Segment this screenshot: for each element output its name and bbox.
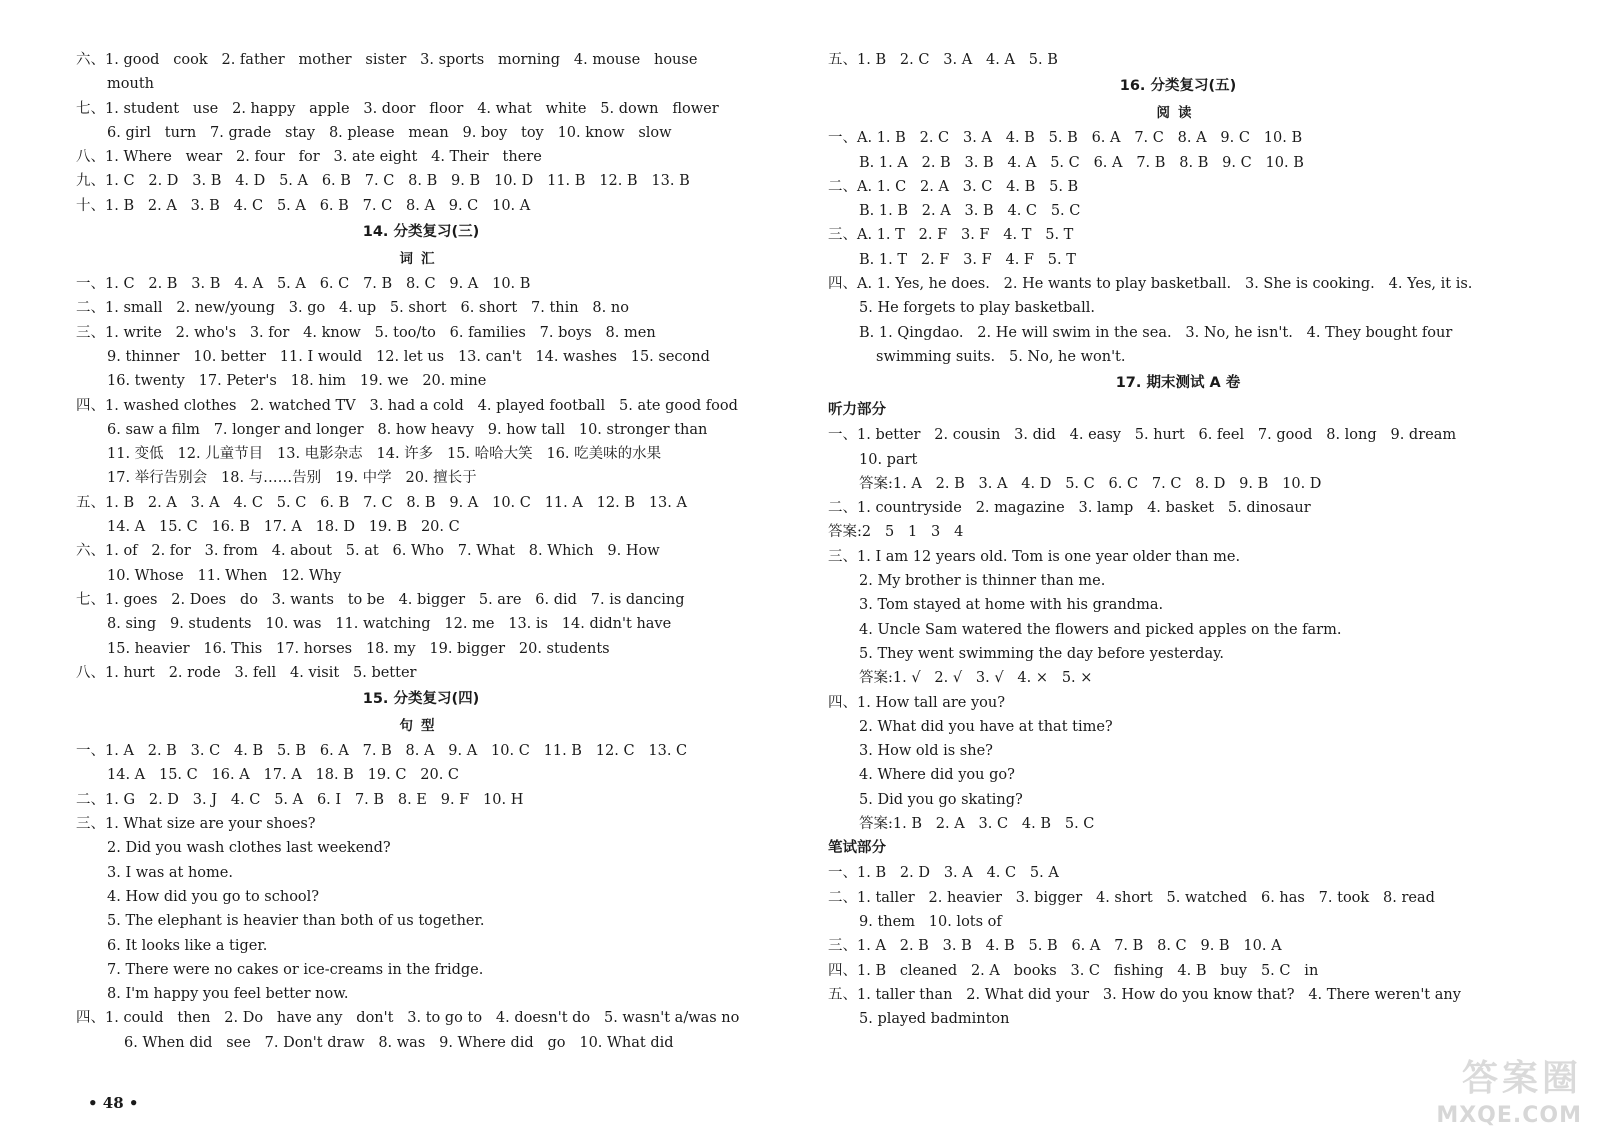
right-column <box>828 48 1528 1031</box>
answer-line: 四、1. could then 2. Do have any don't 3. to go to 4. doesn't do 5. wasn't a/was no <box>76 1010 740 1027</box>
section-heading: 16. 分类复习(五) <box>1119 78 1237 95</box>
answer-line: 10. Whose 11. When 12. Why <box>107 567 342 584</box>
left-column <box>76 48 766 1055</box>
answer-line: 4. Where did you go? <box>859 767 1015 784</box>
answer-line: 五、1. B 2. C 3. A 4. A 5. B <box>828 52 1058 68</box>
watermark-url: MXQE.COM <box>1436 1103 1582 1128</box>
section-heading: 15. 分类复习(四) <box>362 691 480 708</box>
answer-line: 2. My brother is thinner than me. <box>859 573 1106 590</box>
answer-line: 6. saw a film 7. longer and longer 8. how heavy 9. how tall 10. stronger than <box>107 421 708 438</box>
answer-line: 五、1. B 2. A 3. A 4. C 5. C 6. B 7. C 8. B 9. A 10. C 11. A 12. B 13. A <box>76 494 687 511</box>
answer-line: 二、A. 1. C 2. A 3. C 4. B 5. B <box>828 178 1079 195</box>
answer-line: 答案:1. A 2. B 3. A 4. D 5. C 6. C 7. C 8. D 9. B 10. D <box>859 475 1322 492</box>
answer-line: 3. Tom stayed at home with his grandma. <box>859 597 1164 614</box>
answer-line: 7. There were no cakes or ice-creams in the fridge. <box>107 961 484 978</box>
answer-line: 四、A. 1. Yes, he does. 2. He wants to play basketball. 3. She is cooking. 4. Yes, it is. <box>828 276 1473 293</box>
section-subheading: 句型 <box>399 718 443 735</box>
answer-line: B. 1. A 2. B 3. B 4. A 5. C 6. A 7. B 8. B 9. C 10. B <box>859 154 1304 171</box>
section-subheading: 词汇 <box>399 251 443 268</box>
answer-line: 八、1. Where wear 2. four for 3. ate eight 4. Their there <box>76 149 542 166</box>
answer-line: mouth <box>107 76 154 93</box>
answer-line: B. 1. Qingdao. 2. He will swim in the sea. 3. No, he isn't. 4. They bought four <box>859 324 1453 341</box>
answer-line: 4. Uncle Sam watered the flowers and picked apples on the farm. <box>859 621 1342 638</box>
answer-line: 9. them 10. lots of <box>859 913 1002 930</box>
answer-line: 六、1. of 2. for 3. from 4. about 5. at 6. Who 7. What 8. Which 9. How <box>76 543 660 560</box>
answer-line: 三、A. 1. T 2. F 3. F 4. T 5. T <box>828 227 1074 244</box>
answer-line: 答案:1. B 2. A 3. C 4. B 5. C <box>859 816 1095 833</box>
answer-line: 三、1. write 2. who's 3. for 4. know 5. too/to 6. families 7. boys 8. men <box>76 324 656 341</box>
answer-line: 14. A 15. C 16. B 17. A 18. D 19. B 20. C <box>107 519 460 536</box>
section-subheading: 阅读 <box>1156 105 1200 122</box>
watermark-logo <box>1402 1050 1582 1132</box>
answer-line: B. 1. T 2. F 3. F 4. F 5. T <box>859 251 1076 268</box>
answer-line: 15. heavier 16. This 17. horses 18. my 19. bigger 20. students <box>107 640 610 657</box>
answer-line: 3. I was at home. <box>107 864 233 881</box>
answer-line: 11. 变低 12. 儿童节目 13. 电影杂志 14. 许多 15. 哈哈大笑 16. 吃美味的水果 <box>107 446 662 463</box>
answer-line: 17. 举行告别会 18. 与……告别 19. 中学 20. 擅长于 <box>107 470 477 487</box>
section-heading: 14. 分类复习(三) <box>362 224 480 241</box>
answer-line: 8. sing 9. students 10. was 11. watching 12. me 13. is 14. didn't have <box>107 616 672 633</box>
answer-line: 9. thinner 10. better 11. I would 12. let us 13. can't 14. washes 15. second <box>107 348 710 365</box>
answer-line: 四、1. washed clothes 2. watched TV 3. had a cold 4. played football 5. ate good food <box>76 397 738 414</box>
answer-line: 3. How old is she? <box>859 743 993 760</box>
answer-line: 三、1. What size are your shoes? <box>76 816 316 833</box>
answer-line: 十、1. B 2. A 3. B 4. C 5. A 6. B 7. C 8. A 9. C 10. A <box>76 197 531 214</box>
answer-line: 四、1. B cleaned 2. A books 3. C fishing 4. B buy 5. C in <box>828 962 1319 979</box>
answer-line: 6. girl turn 7. grade stay 8. please mean 9. boy toy 10. know slow <box>107 124 672 141</box>
answer-line: 一、1. C 2. B 3. B 4. A 5. A 6. C 7. B 8. C 9. A 10. B <box>76 276 531 293</box>
answer-line: 答案:1. √ 2. √ 3. √ 4. × 5. × <box>859 670 1093 687</box>
answer-line: 八、1. hurt 2. rode 3. fell 4. visit 5. better <box>76 664 417 681</box>
answer-line: 二、1. taller 2. heavier 3. bigger 4. short 5. watched 6. has 7. took 8. read <box>828 889 1435 906</box>
answer-line: 8. I'm happy you feel better now. <box>107 986 349 1003</box>
page-number: • 48 • <box>88 1094 139 1112</box>
answer-line: 答案:2 5 1 3 4 <box>828 524 964 541</box>
answer-line: 四、1. How tall are you? <box>828 694 1005 711</box>
answer-line: 九、1. C 2. D 3. B 4. D 5. A 6. B 7. C 8. B 9. B 10. D 11. B 12. B 13. B <box>76 173 690 190</box>
answer-line: 三、1. A 2. B 3. B 4. B 5. B 6. A 7. B 8. C 9. B 10. A <box>828 938 1282 955</box>
answer-line: 二、1. small 2. new/young 3. go 4. up 5. short 6. short 7. thin 8. no <box>76 300 629 317</box>
answer-line: 七、1. student use 2. happy apple 3. door floor 4. what white 5. down flower <box>76 100 719 117</box>
answer-line: 2. Did you wash clothes last weekend? <box>107 840 391 857</box>
answer-line: 五、1. taller than 2. What did your 3. How do you know that? 4. There weren't any <box>828 986 1461 1003</box>
answer-line: 二、1. G 2. D 3. J 4. C 5. A 6. I 7. B 8. E 9. F 10. H <box>76 791 524 808</box>
answer-line: 一、1. B 2. D 3. A 4. C 5. A <box>828 865 1059 882</box>
answer-line: swimming suits. 5. No, he won't. <box>876 348 1126 365</box>
answer-line: 6. It looks like a tiger. <box>107 937 268 954</box>
answer-line: 二、1. countryside 2. magazine 3. lamp 4. basket 5. dinosaur <box>828 500 1311 517</box>
answer-line: 16. twenty 17. Peter's 18. him 19. we 20. mine <box>107 373 487 390</box>
answer-line: 14. A 15. C 16. A 17. A 18. B 19. C 20. C <box>107 767 460 784</box>
answer-line: 5. Did you go skating? <box>859 791 1023 808</box>
watermark-logo-text: 答案圈 <box>1461 1058 1582 1099</box>
answer-line: 4. How did you go to school? <box>107 888 320 905</box>
answer-line: 5. They went swimming the day before yesterday. <box>859 645 1224 662</box>
section-heading: 17. 期末测试 A 卷 <box>1115 375 1241 392</box>
answer-line: 6. When did see 7. Don't draw 8. was 9. Where did go 10. What did <box>124 1034 674 1051</box>
part-label: 笔试部分 <box>828 840 886 857</box>
answer-line: 六、1. good cook 2. father mother sister 3. sports morning 4. mouse house <box>76 52 698 68</box>
answer-line: 5. He forgets to play basketball. <box>859 300 1095 317</box>
part-label: 听力部分 <box>828 402 886 419</box>
answer-line: B. 1. B 2. A 3. B 4. C 5. C <box>859 203 1081 220</box>
answer-line: 2. What did you have at that time? <box>859 718 1113 735</box>
answer-line: 一、1. A 2. B 3. C 4. B 5. B 6. A 7. B 8. A 9. A 10. C 11. B 12. C 13. C <box>76 743 688 760</box>
answer-line: 5. played badminton <box>859 1011 1010 1028</box>
answer-line: 三、1. I am 12 years old. Tom is one year older than me. <box>828 548 1241 565</box>
answer-line: 七、1. goes 2. Does do 3. wants to be 4. bigger 5. are 6. did 7. is dancing <box>76 591 685 608</box>
answer-line: 一、A. 1. B 2. C 3. A 4. B 5. B 6. A 7. C 8. A 9. C 10. B <box>828 130 1303 147</box>
answer-line: 10. part <box>859 451 918 468</box>
answer-line: 5. The elephant is heavier than both of us together. <box>107 913 485 930</box>
answer-line: 一、1. better 2. cousin 3. did 4. easy 5. hurt 6. feel 7. good 8. long 9. dream <box>828 427 1457 444</box>
